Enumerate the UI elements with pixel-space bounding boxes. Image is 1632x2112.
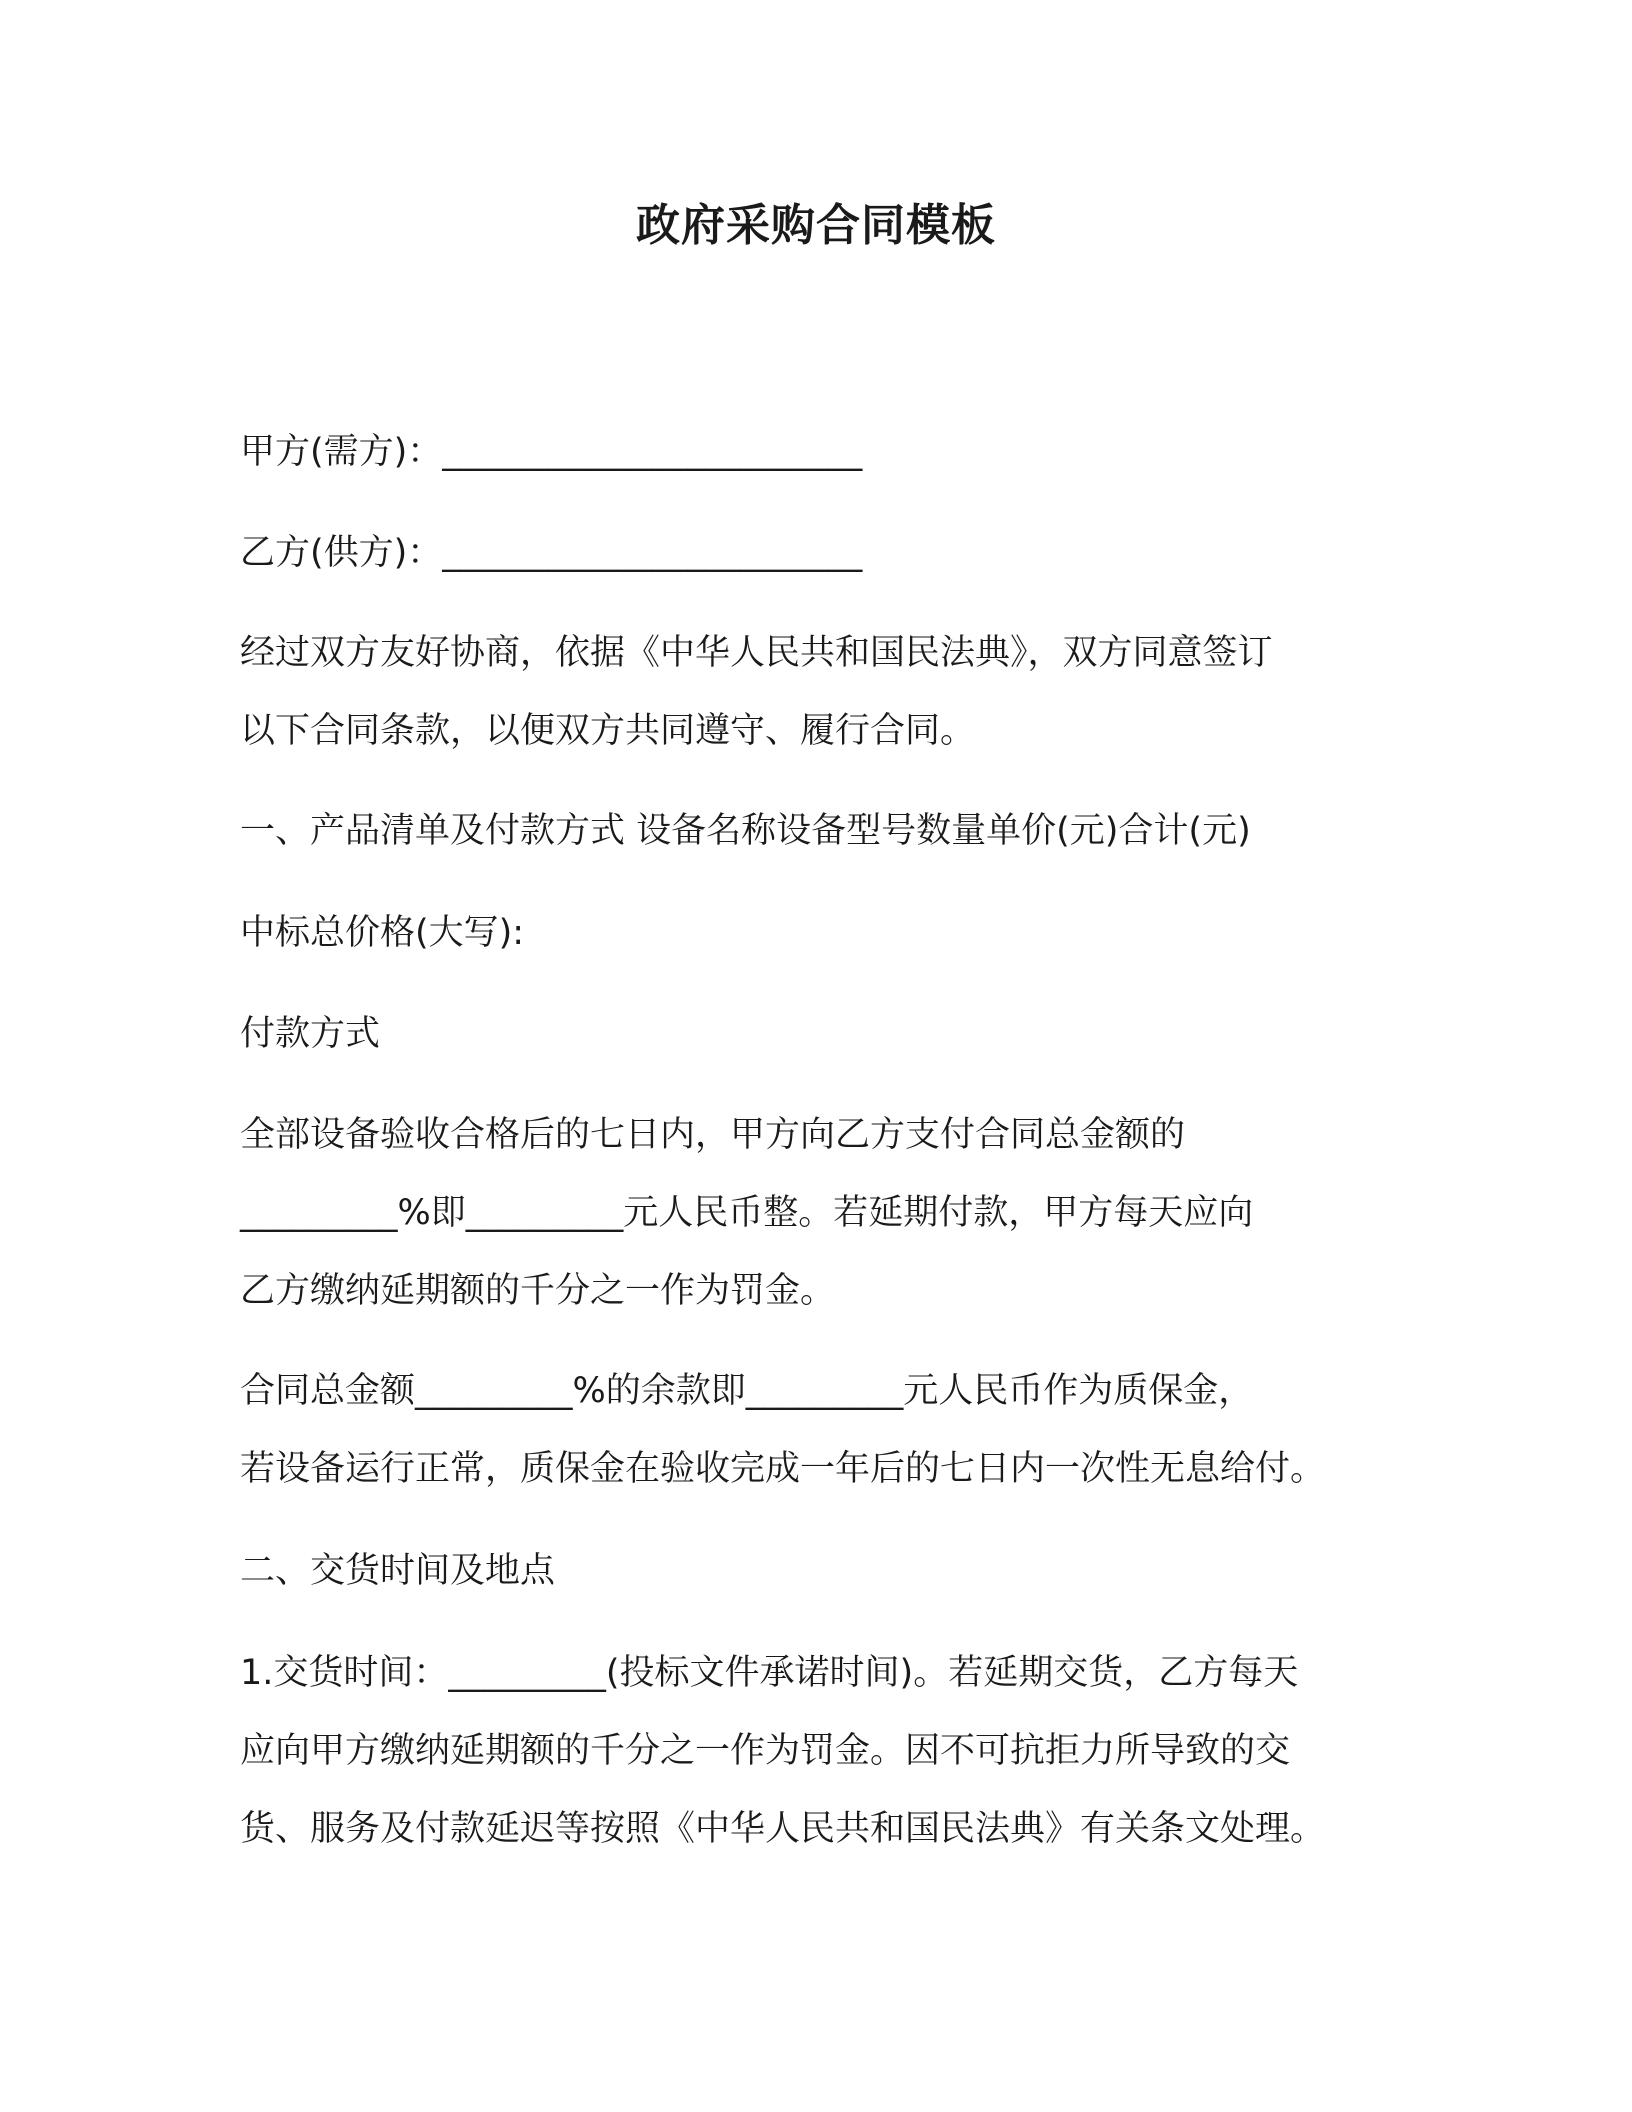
total-price-line: 中标总价格(大写):: [240, 913, 525, 953]
delivery-line-2: 应向甲方缴纳延期额的千分之一作为罚金。因不可抗拒力所导致的交: [240, 1731, 1291, 1771]
payment-line-3: 乙方缴纳延期额的千分之一作为罚金。: [240, 1271, 836, 1311]
delivery-line-1: 1.交货时间：_________(投标文件承诺时间)。若延期交货，乙方每天: [240, 1653, 1299, 1693]
party-b-line: 乙方(供方)：________________________: [240, 533, 863, 573]
document-title: 政府采购合同模板: [636, 200, 996, 251]
delivery-line-3: 货、服务及付款延迟等按照《中华人民共和国民法典》有关条文处理。: [240, 1809, 1326, 1849]
section-2-heading: 二、交货时间及地点: [240, 1551, 556, 1591]
payment-line-1: 全部设备验收合格后的七日内，甲方向乙方支付合同总金额的: [240, 1115, 1186, 1155]
payment-method-label: 付款方式: [240, 1014, 381, 1054]
party-a-line: 甲方(需方)：________________________: [240, 432, 863, 472]
intro-line-2: 以下合同条款，以便双方共同遵守、履行合同。: [240, 711, 976, 751]
section-1-heading: 一、产品清单及付款方式 设备名称设备型号数量单价(元)合计(元): [240, 811, 1251, 851]
warranty-line-2: 若设备运行正常，质保金在验收完成一年后的七日内一次性无息给付。: [240, 1449, 1326, 1489]
payment-line-2: _________%即_________元人民币整。若延期付款，甲方每天应向: [240, 1193, 1254, 1233]
intro-line-1: 经过双方友好协商，依据《中华人民共和国民法典》，双方同意签订: [240, 633, 1273, 673]
warranty-line-1: 合同总金额_________%的余款即_________元人民币作为质保金，: [240, 1371, 1254, 1411]
